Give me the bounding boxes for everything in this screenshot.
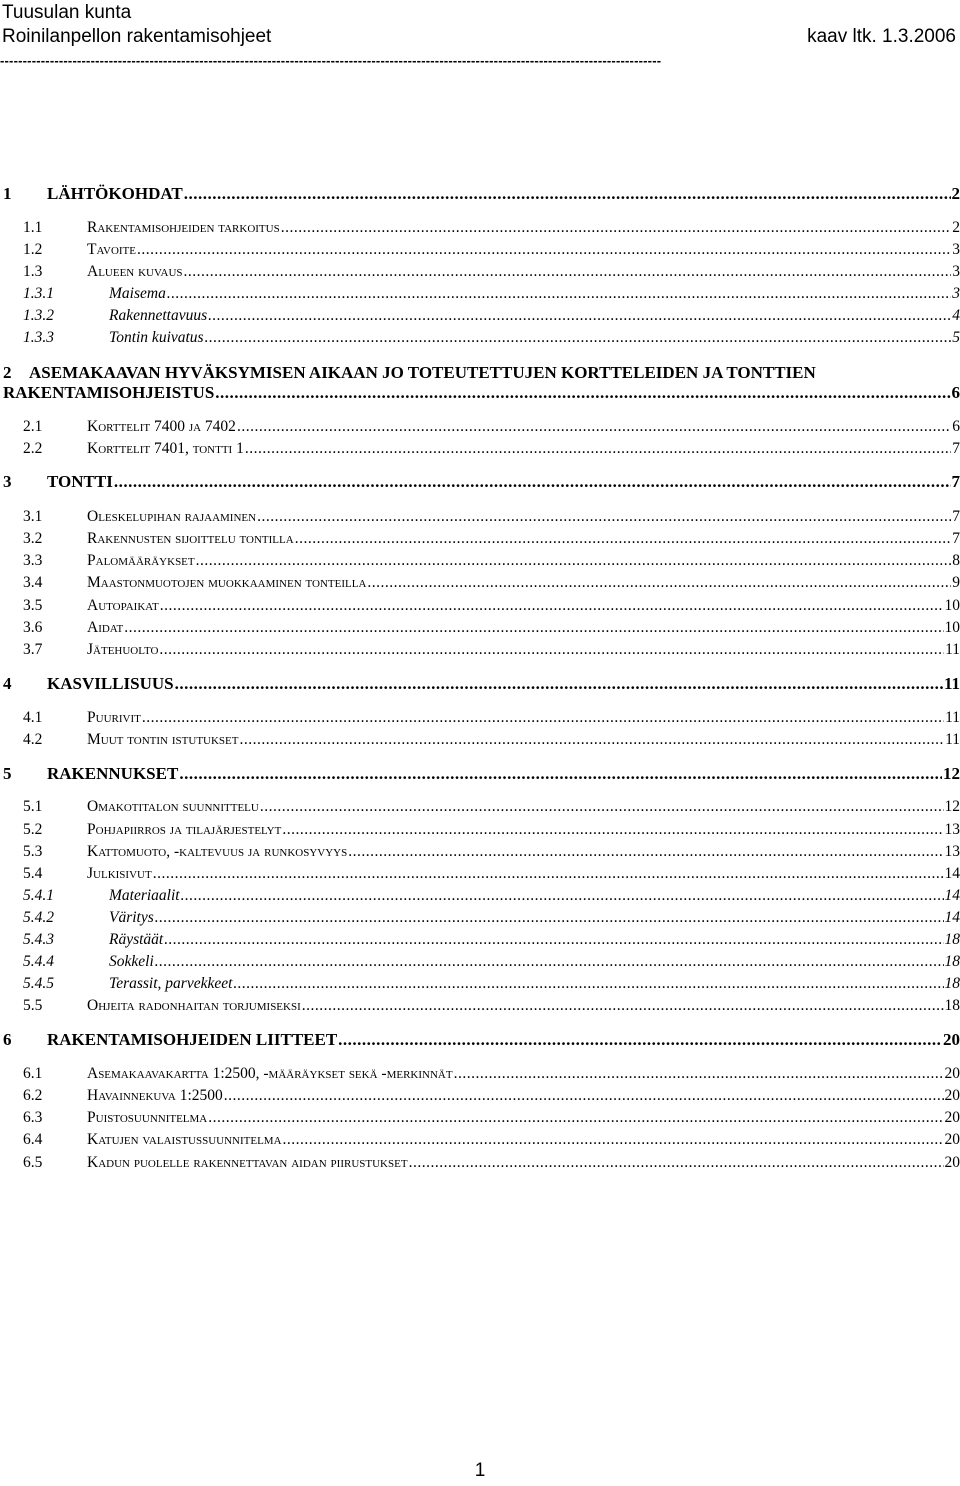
- toc-entry[interactable]: [0, 763, 960, 785]
- toc-page: 18: [944, 997, 960, 1014]
- toc-entry[interactable]: [0, 262, 960, 282]
- toc-leader: [205, 328, 952, 348]
- toc-title: Puistosuunnitelma: [87, 1109, 208, 1126]
- toc-leader: [153, 864, 944, 884]
- toc-number: 5.4: [23, 865, 43, 882]
- toc-number: 1: [3, 184, 12, 203]
- toc-leader: [196, 551, 952, 571]
- toc-title: Korttelit 7400 ja 7402: [87, 418, 236, 435]
- toc-page: 3: [952, 285, 960, 302]
- toc-page: 12: [943, 764, 960, 783]
- toc-page: 13: [944, 821, 960, 838]
- page-number: 1: [474, 1460, 486, 1481]
- toc-title: Pohjapiirros ja tilajärjestelyt: [87, 821, 282, 838]
- toc-leader: [167, 284, 951, 304]
- toc-leader: [409, 1153, 944, 1173]
- toc-number: 1.3: [23, 263, 43, 280]
- toc-entry[interactable]: [0, 1130, 960, 1150]
- toc-number: 5.4.1: [23, 887, 54, 904]
- toc-title: Ohjeita radonhaitan torjumiseksi: [87, 997, 301, 1014]
- toc-number: 6.3: [23, 1109, 43, 1126]
- toc-title: Asemakaavakartta 1:2500, -määräykset sekä -merkinnät: [87, 1065, 453, 1082]
- toc-number: 3: [3, 472, 12, 491]
- toc-leader: [257, 507, 951, 527]
- toc-entry[interactable]: [0, 996, 960, 1016]
- toc-entry[interactable]: [0, 730, 960, 750]
- toc-number: 5.4.2: [23, 909, 54, 926]
- toc-title: Rakennettavuus: [109, 307, 208, 324]
- toc-page: 20: [943, 1030, 960, 1049]
- toc-title: Puurivit: [87, 709, 141, 726]
- toc-number: 5.5: [23, 997, 43, 1014]
- toc-entry-heading-line[interactable]: [3, 362, 816, 384]
- toc-leader: [239, 730, 944, 750]
- toc-entry[interactable]: [0, 240, 960, 260]
- toc-entry[interactable]: [0, 974, 960, 994]
- toc-number: 6: [3, 1030, 12, 1049]
- toc-page: 14: [944, 865, 960, 882]
- toc-page: 10: [944, 619, 960, 636]
- toc-leader: [237, 417, 951, 437]
- toc-entry[interactable]: [0, 797, 960, 817]
- toc-entry[interactable]: [0, 673, 960, 695]
- toc-title: Palomääräykset: [87, 552, 195, 569]
- toc-leader: [454, 1064, 944, 1084]
- toc-leader: [295, 529, 952, 549]
- toc-page: 10: [944, 597, 960, 614]
- toc-leader: [338, 1029, 942, 1051]
- toc-number: 3.4: [23, 574, 43, 591]
- toc-entry[interactable]: [0, 820, 960, 840]
- organization-name: Tuusulan kunta: [2, 2, 132, 23]
- toc-page: 9: [952, 574, 960, 591]
- toc-page: 14: [944, 887, 960, 904]
- toc-leader: [160, 596, 944, 616]
- toc-entry[interactable]: [0, 640, 960, 660]
- toc-number: 6.1: [23, 1065, 43, 1082]
- toc-title: Maisema: [109, 285, 166, 302]
- toc-entry[interactable]: [0, 596, 960, 616]
- toc-page: 7: [952, 508, 960, 525]
- toc-title: Terassit, parvekkeet: [109, 975, 233, 992]
- toc-page: 14: [944, 909, 960, 926]
- toc-number: 3.7: [23, 641, 43, 658]
- toc-title: Tontin kuivatus: [109, 329, 204, 346]
- toc-leader: [175, 673, 943, 695]
- toc-entry[interactable]: [0, 573, 960, 593]
- toc-leader: [367, 573, 951, 593]
- toc-page: 13: [944, 843, 960, 860]
- toc-page: 18: [944, 953, 960, 970]
- toc-leader: [137, 240, 951, 260]
- toc-leader: [164, 930, 943, 950]
- toc-entry[interactable]: [0, 1029, 960, 1051]
- toc-entry[interactable]: [0, 1064, 960, 1084]
- toc-leader: [208, 1108, 943, 1128]
- toc-page: 11: [945, 731, 960, 748]
- toc-number: 6.2: [23, 1087, 43, 1104]
- toc-entry[interactable]: [0, 551, 960, 571]
- toc-title: Jätehuolto: [87, 641, 159, 658]
- toc-number: 1.1: [23, 219, 43, 236]
- toc-entry[interactable]: [0, 284, 960, 304]
- toc-title: RAKENTAMISOHJEISTUS: [3, 383, 215, 402]
- toc-page: 8: [952, 552, 960, 569]
- toc-title: Julkisivut: [87, 865, 152, 882]
- toc-number: 2.2: [23, 440, 43, 457]
- toc-title: Autopaikat: [87, 597, 159, 614]
- toc-number: 3.2: [23, 530, 43, 547]
- toc-title: Rakennusten sijoittelu tontilla: [87, 530, 294, 547]
- toc-title: KASVILLISUUS: [47, 674, 174, 693]
- toc-leader: [283, 1130, 944, 1150]
- toc-number: 5.2: [23, 821, 43, 838]
- toc-title: Aidat: [87, 619, 124, 636]
- toc-title: Kattomuoto, -kaltevuus ja runkosyvyys: [87, 843, 348, 860]
- toc-page: 3: [952, 241, 960, 258]
- toc-entry[interactable]: [0, 1086, 960, 1106]
- toc-entry[interactable]: [0, 439, 960, 459]
- toc-page: 6: [951, 383, 960, 402]
- toc-number: 1.3.1: [23, 285, 54, 302]
- toc-entry[interactable]: [0, 1108, 960, 1128]
- toc-title: Rakentamisohjeiden tarkoitus: [87, 219, 280, 236]
- toc-number: 4.2: [23, 731, 43, 748]
- toc-page: 18: [944, 975, 960, 992]
- toc-leader: [114, 471, 951, 493]
- toc-number: 5.1: [23, 798, 43, 815]
- toc-leader: [184, 183, 951, 205]
- toc-title: Oleskelupihan rajaaminen: [87, 508, 257, 525]
- toc-title: Sokkeli: [109, 953, 154, 970]
- toc-title: Muut tontin istutukset: [87, 731, 239, 748]
- toc-number: 1.3.3: [23, 329, 54, 346]
- toc-number: 1.2: [23, 241, 43, 258]
- toc-number: 6.5: [23, 1154, 43, 1171]
- toc-page: 20: [944, 1131, 960, 1148]
- toc-leader: [282, 820, 943, 840]
- toc-page: 2: [951, 184, 960, 203]
- toc-title: Havainnekuva 1:2500: [87, 1087, 223, 1104]
- toc-leader: [184, 262, 952, 282]
- toc-number: 5: [3, 764, 12, 783]
- header-rule: --------------------------------------------------------------------------------------------------------------------------------------------------: [0, 53, 662, 68]
- toc-leader: [224, 1086, 944, 1106]
- toc-title: LÄHTÖKOHDAT: [47, 184, 183, 203]
- toc-title: Omakotitalon suunnittelu: [87, 798, 259, 815]
- toc-entry[interactable]: [0, 507, 960, 527]
- toc-number: 6.4: [23, 1131, 43, 1148]
- toc-title: RAKENNUKSET: [47, 764, 179, 783]
- toc-page: 20: [944, 1154, 960, 1171]
- toc-leader: [302, 996, 944, 1016]
- document-title: Roinilanpellon rakentamisohjeet: [2, 26, 272, 47]
- toc-page: 3: [952, 263, 960, 280]
- toc-entry[interactable]: [0, 471, 960, 493]
- toc-title: Räystäät: [109, 931, 164, 948]
- toc-title: TONTTI: [47, 472, 113, 491]
- toc-leader: [155, 952, 944, 972]
- toc-page: 20: [944, 1087, 960, 1104]
- toc-page: 20: [944, 1109, 960, 1126]
- toc-leader: [215, 382, 950, 404]
- toc-leader: [233, 974, 943, 994]
- toc-entry[interactable]: [0, 952, 960, 972]
- toc-number: 2.1: [23, 418, 43, 435]
- toc-number: 5.4.3: [23, 931, 54, 948]
- toc-number: 5.4.4: [23, 953, 54, 970]
- toc-leader: [245, 439, 951, 459]
- toc-number: 2: [3, 363, 12, 382]
- toc-title-line1: ASEMAKAAVAN HYVÄKSYMISEN AIKAAN JO TOTEUTETTUJEN KORTTELEIDEN JA TONTTIEN: [29, 363, 816, 382]
- toc-number: 3.5: [23, 597, 43, 614]
- toc-leader: [208, 306, 951, 326]
- toc-page: 11: [945, 709, 960, 726]
- toc-number: 3.3: [23, 552, 43, 569]
- toc-entry[interactable]: [0, 306, 960, 326]
- toc-page: 4: [952, 307, 960, 324]
- toc-number: 4: [3, 674, 12, 693]
- toc-title: Tavoite: [87, 241, 136, 258]
- toc-leader: [348, 842, 943, 862]
- toc-title: Kadun puolelle rakennettavan aidan piirustukset: [87, 1154, 408, 1171]
- toc-page: 5: [952, 329, 960, 346]
- toc-page: 2: [952, 219, 960, 236]
- toc-page: 11: [945, 641, 960, 658]
- toc-number: 3.6: [23, 619, 43, 636]
- toc-page: 7: [951, 472, 960, 491]
- toc-leader: [281, 218, 952, 238]
- toc-entry[interactable]: [0, 328, 960, 348]
- toc-entry[interactable]: [0, 864, 960, 884]
- toc-leader: [142, 708, 944, 728]
- toc-number: 5.3: [23, 843, 43, 860]
- toc-title: Alueen kuvaus: [87, 263, 183, 280]
- toc-entry[interactable]: [0, 218, 960, 238]
- document-version: kaav ltk. 1.3.2006: [807, 26, 956, 47]
- toc-title: Maastonmuotojen muokkaaminen tonteilla: [87, 574, 367, 591]
- toc-page: 6: [952, 418, 960, 435]
- toc-number: 3.1: [23, 508, 43, 525]
- toc-page: 18: [944, 931, 960, 948]
- toc-page: 11: [943, 674, 960, 693]
- toc-entry[interactable]: [0, 382, 960, 404]
- toc-entry[interactable]: [0, 930, 960, 950]
- toc-title: RAKENTAMISOHJEIDEN LIITTEET: [47, 1030, 338, 1049]
- toc-page: 7: [952, 530, 960, 547]
- toc-title: Katujen valaistussuunnitelma: [87, 1131, 282, 1148]
- toc-entry[interactable]: [0, 1153, 960, 1173]
- toc-leader: [181, 886, 944, 906]
- toc-entry[interactable]: [0, 417, 960, 437]
- toc-page: 12: [944, 798, 960, 815]
- toc-leader: [179, 763, 942, 785]
- toc-page: 20: [944, 1065, 960, 1082]
- toc-title: Väritys: [109, 909, 154, 926]
- toc-number: 5.4.5: [23, 975, 54, 992]
- toc-number: 1.3.2: [23, 307, 54, 324]
- toc-leader: [159, 640, 944, 660]
- page-header: [0, 0, 960, 70]
- toc-entry[interactable]: [0, 842, 960, 862]
- toc-title: Materiaalit: [109, 887, 180, 904]
- toc-entry[interactable]: [0, 529, 960, 549]
- toc-leader: [260, 797, 944, 817]
- toc-page: 7: [952, 440, 960, 457]
- toc-leader: [155, 908, 944, 928]
- toc-entry[interactable]: [0, 708, 960, 728]
- toc-leader: [124, 618, 943, 638]
- toc-entry[interactable]: [0, 908, 960, 928]
- toc-entry[interactable]: [0, 618, 960, 638]
- toc-entry[interactable]: [0, 183, 960, 205]
- toc-title: Korttelit 7401, tontti 1: [87, 440, 244, 457]
- toc-entry[interactable]: [0, 886, 960, 906]
- toc-number: 4.1: [23, 709, 43, 726]
